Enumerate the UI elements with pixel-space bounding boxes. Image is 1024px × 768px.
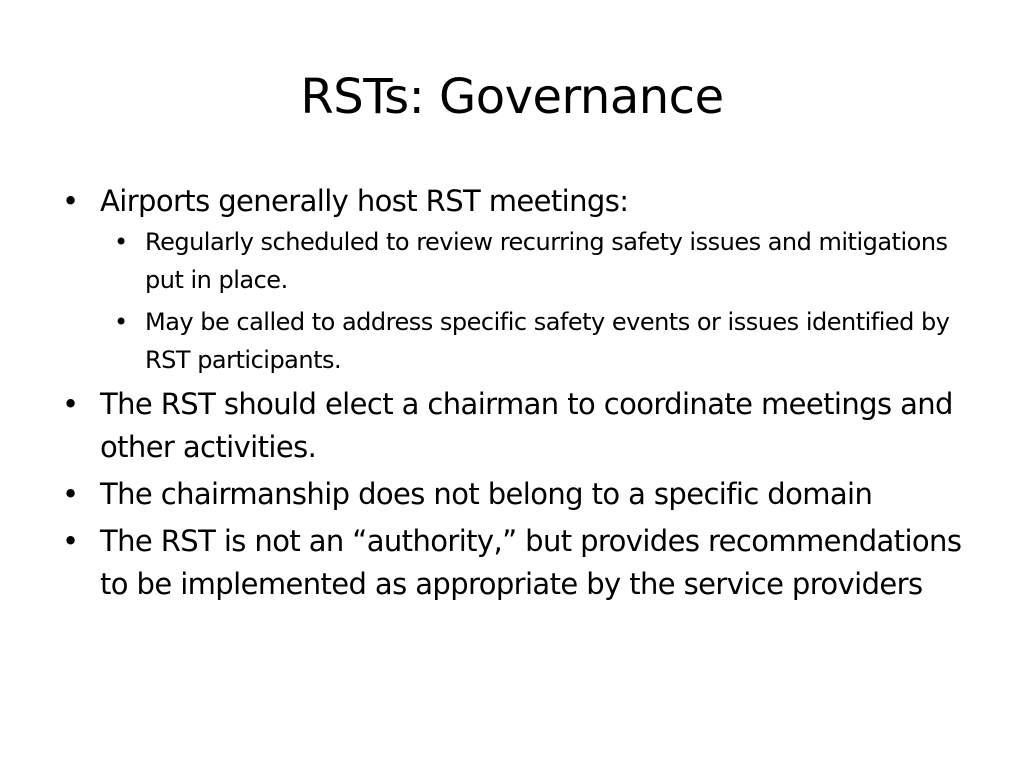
bullet-icon: • <box>114 228 128 256</box>
bullet-text: The chairmanship does not belong to a specific domain <box>100 477 873 511</box>
bullet-item-chairmanship-domain <box>60 473 980 516</box>
bullet-text: The RST is not an “authority,” but provides recommendations to be implemented as appropriate by the service providers <box>100 524 962 601</box>
bullet-text: The RST should elect a chairman to coordinate meetings and other activities. <box>100 387 953 464</box>
bullet-text: Airports generally host RST meetings: <box>100 184 629 218</box>
bullet-item-airports-host-meetings <box>60 180 980 379</box>
sub-bullet-text: Regularly scheduled to review recurring safety issues and mitigations put in place. <box>145 228 948 294</box>
bullet-item-not-an-authority <box>60 520 980 606</box>
bullet-icon: • <box>62 477 79 511</box>
bullet-icon: • <box>62 387 79 421</box>
bullet-icon: • <box>62 184 79 218</box>
sub-bullet-item-may-be-called <box>100 303 980 379</box>
sub-bullet-list <box>100 223 980 379</box>
slide-body <box>60 180 980 610</box>
slide-title: RSTs: Governance <box>300 69 724 125</box>
bullet-item-elect-chairman <box>60 383 980 469</box>
sub-bullet-text: May be called to address specific safety events or issues identified by RST participants. <box>145 308 950 374</box>
bullet-icon: • <box>114 308 128 336</box>
bullet-list <box>60 180 980 606</box>
sub-bullet-item-regularly-scheduled <box>100 223 980 299</box>
bullet-icon: • <box>62 524 79 558</box>
